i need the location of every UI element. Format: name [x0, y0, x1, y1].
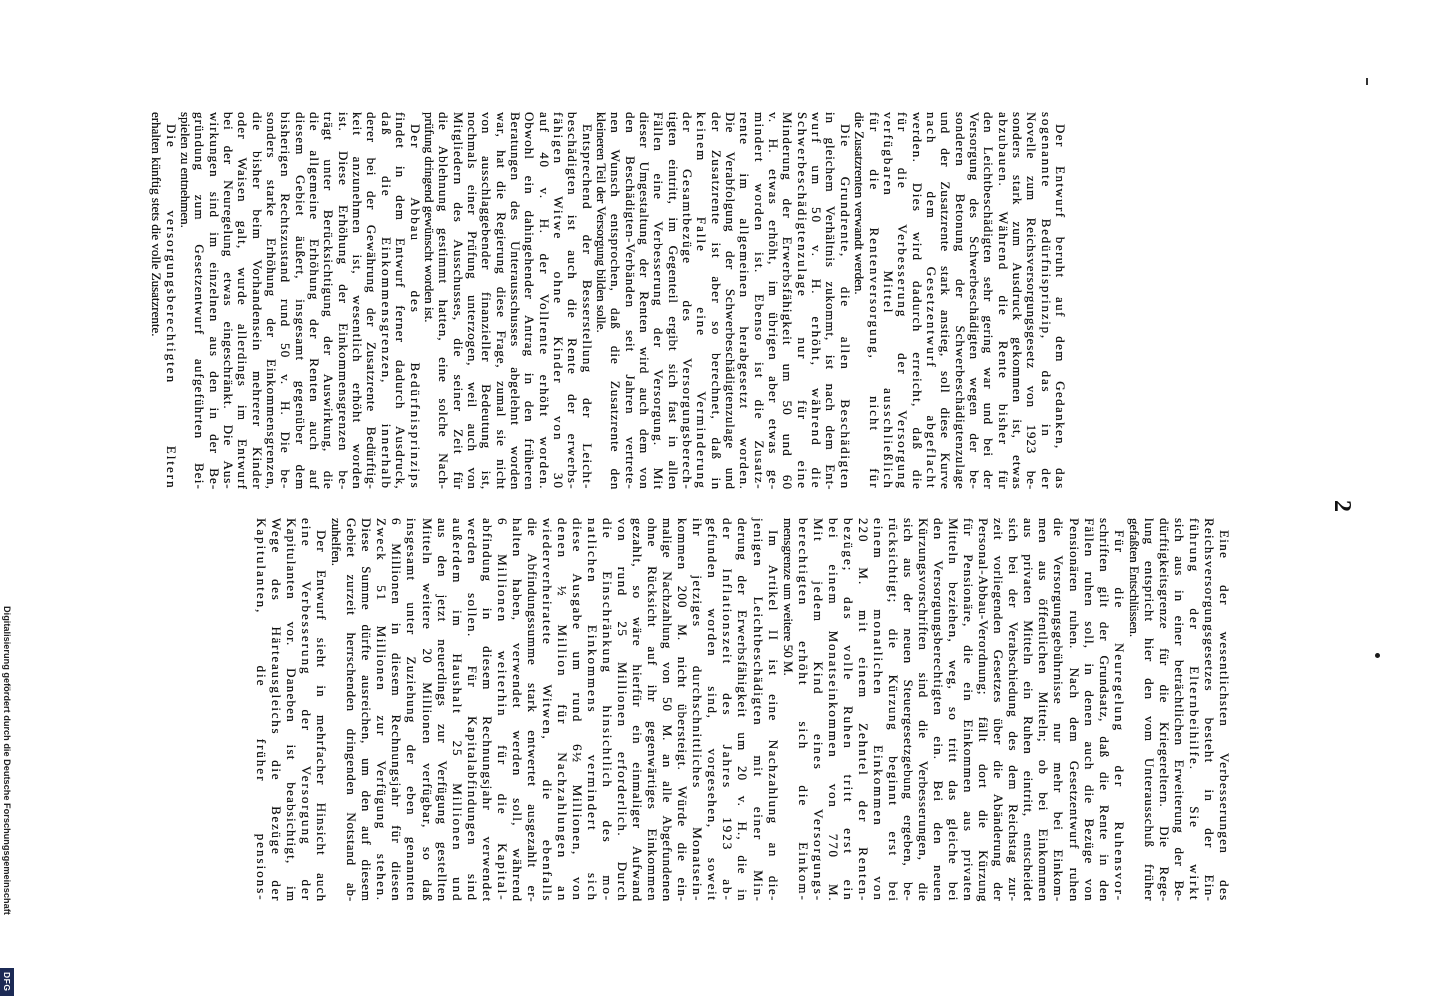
text-line: Wege des Härteausgleichs die Bezüge der	[269, 518, 285, 903]
text-line: Diese Summe dürfte ausreichen, um den auf diesem	[359, 518, 375, 902]
ink-mark	[1366, 78, 1368, 85]
text-line: die Versorgungsgebührnisse nur mehr bei Einkom-	[1051, 518, 1067, 903]
text-line: Kapitulanten, die früher pensions-	[254, 518, 269, 902]
text-line: Kürzungsvorschriften sind die Verbesserungen, die	[916, 518, 932, 902]
text-line: jenigen Leichtbeschädigten mit einer Min-	[750, 518, 766, 903]
paragraph	[178, 112, 422, 490]
text-line: nen Wunsch entsprochen, daß die Zusatzrente den	[608, 112, 624, 491]
text-line: gründung zum Gesetzentwurf aufgeführten Bei-	[192, 112, 208, 490]
text-line: war, hat die Regierung diese Frage, zumal sie nicht	[493, 112, 509, 490]
ink-dot	[1375, 653, 1380, 658]
text-line: derung der Erwerbsfähigkeit um 20 v. H., die in	[735, 518, 751, 902]
text-line: wiederverheiratete Witwen, die ebenfalls	[539, 518, 555, 903]
text-line: v. H. etwas erhöht, im übrigen aber etwas ge-	[766, 112, 782, 491]
text-line: lung entspricht hier den vom Unterausschuß früher	[1141, 518, 1157, 902]
text-line: und der Zusatzrente stark anstieg, soll diese Kurve	[938, 112, 954, 490]
text-line: Fällen ruhen soll, in denen auch die Bezüge von	[1081, 518, 1097, 902]
text-line: oder Waisen galt, wurde allerdings im Entwurf	[235, 112, 251, 491]
text-line: die bisher beim Vorhandensein mehrerer Kinder	[249, 112, 265, 490]
text-line: wurf um 50 v. H. erhöht, während die	[809, 112, 825, 490]
text-line: Der Entwurf beruht auf dem Gedanken, das	[1053, 124, 1068, 490]
text-line: dieser Umgestaltung der Renten wird auch dem von	[637, 112, 653, 490]
text-line: sonders starke Erhöhung der Einkommensgrenzen,	[264, 112, 280, 490]
text-line: beschädigten ist auch die Rente der erwerbs-	[565, 112, 581, 490]
text-line: werden. Dies wird dadurch erreicht, daß die	[909, 112, 925, 491]
text-line: nach dem Gesetzentwurf abgeflacht	[923, 112, 939, 490]
text-line: sonderen Betonung der Schwerbeschädigtenzulage	[952, 112, 968, 490]
text-line: Eine der wesentlichsten Verbesserungen des	[1217, 530, 1232, 902]
text-line: aus privaten Mitteln ein Ruhen eintritt, entscheidet	[1021, 518, 1037, 902]
text-line: natlichen Einkommens vermindert sich	[585, 518, 601, 902]
text-line: schriften gilt der Grundsatz, daß die Rente in den	[1096, 518, 1112, 903]
text-line: ihr jetziges durchschnittliches Monatsein-	[690, 518, 706, 903]
text-line: für Pensionäre, die ein Einkommen aus privaten	[961, 518, 977, 902]
text-line: zeit vorliegenden Gesetzes über die Abänderung der	[991, 518, 1007, 902]
text-line: den Leichtbeschädigten sehr gering war und bei der	[981, 112, 997, 490]
page-number: 2	[1329, 500, 1355, 512]
text-line: prüfung dringend gewünscht worden ist.	[421, 112, 437, 323]
text-line: Reichsversorgungsgesetzes besteht in der Ein-	[1201, 518, 1217, 903]
left-column	[149, 112, 1067, 490]
text-line: findet in dem Entwurf ferner dadurch Ausdruck,	[393, 112, 409, 490]
text-line: wirkungen sind im einzelnen aus den in der Be-	[206, 112, 222, 491]
text-line: men aus öffentlichen Mitteln; ob bei Einkommen	[1036, 518, 1052, 903]
text-line: Mitgliedern des Ausschusses, die seiner Zeit für	[450, 112, 466, 491]
text-line: bei einem Monatseinkommen von 770 M.	[825, 518, 841, 903]
text-line: Obwohl ein dahingehender Antrag in den früheren	[522, 112, 538, 491]
text-line: aus den jetzt neuerdings zur Verfügung gestellten	[434, 518, 450, 903]
paragraph	[149, 112, 178, 490]
text-line: Der Abbau des Bedürfnisprinzips	[407, 124, 423, 490]
text-line: bisherigen Rechtszustand rund 50 v. H. Die be-	[278, 112, 294, 490]
text-line: berechtigten erhöht sich die Einkom-	[795, 518, 811, 902]
text-line: 220 M. mit einem Zehntel der Renten-	[855, 518, 871, 903]
text-line: den Versorgungsberechtigten ein. Bei den neuen	[931, 518, 947, 902]
text-line: 6 Millionen weiterhin für die Kapital-	[494, 518, 510, 902]
text-line: außerdem im Haushalt 25 Millionen und	[449, 518, 465, 903]
text-line: sich aus der neuen Steuergesetzgebung ergeben, be-	[901, 518, 917, 902]
text-line: diese Ausgabe um rund 6½ Millionen, von	[569, 518, 585, 902]
text-line: 6 Millionen in diesem Rechnungsjahr für diesen	[389, 518, 405, 902]
text-line: fähigen Witwe ohne Kinder von 30	[550, 112, 566, 490]
text-line: dürftigkeitsgrenze für die Kriegereltern. Die Rege-	[1156, 518, 1172, 903]
paragraph	[422, 112, 594, 490]
text-line: keit anzunehmen ist, wesentlich erhöht worden	[350, 112, 366, 490]
text-line: tigten eintritt, im Gegenteil ergibt sich fast in allen	[665, 112, 681, 490]
text-line: Versorgung des Schwerbeschädigten wegen der be-	[966, 112, 982, 490]
text-line: bei der Neuregelung etwas eingeschränkt. Die Aus-	[221, 112, 237, 490]
text-line: von rund 25 Millionen erforderlich. Durch	[615, 518, 631, 903]
text-line: sonders stark zum Ausdruck gekommen ist, etwas	[1009, 112, 1025, 490]
text-line: Der Entwurf sieht in mehrfacher Hinsicht auch	[314, 530, 330, 903]
text-line: spielen zu entnehmen.	[178, 112, 194, 228]
dfg-logo: DFG	[0, 968, 14, 996]
text-line: Für die Neuregelung der Ruhensvor-	[1111, 530, 1127, 903]
text-line: insgesamt unter Zuziehung der eben genannten	[404, 518, 420, 902]
text-line: auf 40 v. H. der Vollrente erhöht worden.	[536, 112, 552, 491]
text-line: Personal-Abbau-Verordnung; fällt dort die Kürzung	[976, 518, 992, 903]
text-line: Im Artikel II ist eine Nachzahlung an die-	[765, 530, 781, 902]
text-line: der Zusatzrente ist aber so berechnet, daß in	[708, 112, 724, 491]
text-line: Die versorgungsberechtigten Eltern	[163, 124, 179, 490]
paragraph	[329, 518, 780, 902]
text-line: Die Verabfolgung der Schwerbeschädigtenzulage und	[723, 112, 739, 490]
text-line: Kapitulanten vor. Daneben ist beabsichtigt, im	[284, 518, 300, 903]
text-line: keinem Falle eine Verminderung	[694, 112, 710, 490]
text-line: Mitteln weitere 20 Millionen verfügbar, so daß	[419, 518, 435, 902]
text-line: gefunden worden sind, vorgesehen, soweit	[705, 518, 721, 902]
text-line: von ausschlaggebender finanzieller Bedeutung ist,	[479, 112, 495, 491]
text-line: Zweck 51 Millionen zur Verfügung stehen.	[374, 518, 390, 902]
text-line: Novelle zum Reichsversorgungsgesetz von 1923 be-	[1024, 112, 1040, 491]
text-line: rücksichtigt; die Kürzung beginnt erst bei	[885, 518, 901, 903]
text-line: Fällen eine Verbesserung der Versorgung. Mit	[651, 112, 667, 491]
text-line: sich bei der Verabschiedung des dem Reichstag zur-	[1006, 518, 1022, 902]
text-line: die Abfindungssumme stark entwertet ausgezahlt er-	[524, 518, 540, 903]
text-line: kommen 200 M. nicht übersteigt. Würde die ein-	[675, 518, 691, 903]
text-line: für die Verbesserung der Versorgung	[895, 112, 911, 490]
text-line: Minderung der Erwerbsfähigkeit um 50 und 60	[780, 112, 796, 491]
text-line: denen ½ Million für Nachzahlungen an	[554, 518, 570, 903]
text-line: die Ablehnung gestimmt hatten, eine solche Nach-	[436, 112, 452, 490]
text-line: sogenannte Bedürfnisprinzip, das in der	[1038, 112, 1054, 491]
text-line: gefaßten Entschlüssen.	[1126, 518, 1142, 638]
text-line: abfindung in diesem Rechnungsjahr verwendet	[479, 518, 495, 903]
text-line: halten haben, verwendet werden soll, während	[509, 518, 525, 903]
text-line: rente im allgemeinen herabgesetzt worden.	[737, 112, 753, 491]
paragraph	[781, 518, 1127, 902]
text-line: malige Nachzahlung von 50 M. an alle Abgefundenen	[660, 518, 676, 903]
text-line: diesem Gebiet äußert, insgesamt gegenüber dem	[292, 112, 308, 491]
text-line: trägt unter Berücksichtigung der Auswirkung, die	[321, 112, 337, 490]
text-line: der Gesamtbezüge des Versorgungsberech-	[680, 112, 696, 491]
text-line: daß die Einkommensgrenzen, innerhalb	[378, 112, 394, 490]
text-line: Pensionären ruhen. Nach dem Gesetzentwurf ruhen	[1066, 518, 1082, 903]
text-line: den Beschädigten-Verbänden seit Jahren vertrete-	[622, 112, 638, 490]
text-line: nochmals einer Prüfung unterzogen, weil auch von	[464, 112, 480, 490]
text-line: mindert worden ist. Ebenso ist die Zusatz-	[751, 112, 767, 491]
text-line: der Inflationszeit des Jahres 1923 ab-	[720, 518, 736, 902]
paragraph	[254, 518, 329, 902]
text-line: Die Grundrente, die allen Beschädigten	[837, 124, 853, 490]
text-line: für die Rentenversorgung, nicht für	[866, 112, 882, 490]
text-line: die allgemeine Erhöhung der Renten auch auf	[307, 112, 323, 491]
text-line: die Einschränkung hinsichtlich des mo-	[600, 518, 616, 902]
text-line: verfügbaren Mittel ausschließlich	[880, 112, 896, 490]
text-line: eine Verbesserung der Versorgung der	[299, 518, 315, 903]
text-line: ohne Rücksicht auf ihr gegenwärtiges Einkommen	[645, 518, 661, 902]
text-line: derer bei der Gewährung der Zusatzrente Bedürftig-	[364, 112, 380, 490]
text-line: die Zusatzrenten verwandt werden.	[852, 112, 868, 295]
text-line: Gebiet zurzeit herrschenden dringenden Notstand ab-	[344, 518, 360, 902]
text-line: bezüge; das volle Ruhen tritt erst ein	[840, 518, 856, 902]
text-line: sich aus in einer beträchtlichen Erweiterung der Be-	[1171, 518, 1187, 902]
text-line: in gleichem Verhältnis zukommt, ist nach dem Ent-	[823, 112, 839, 491]
text-line: mensgrenze um weitere 50 M.	[780, 518, 796, 676]
text-line: Schwerbeschädigtenzulage nur für eine	[794, 112, 810, 490]
text-line: Entsprechend der Besserstellung der Leicht-	[579, 124, 595, 490]
text-line: zuhelfen.	[329, 518, 345, 567]
right-column	[254, 518, 1232, 902]
text-line: werden sollen. Für Kapitalabfindungen sind	[464, 518, 480, 902]
text-line: erhalten künftig stets die volle Zusatzrente.	[149, 112, 165, 337]
paragraph	[852, 112, 1067, 490]
text-line: einem monatlichen Einkommen von	[870, 518, 886, 902]
text-line: Mitteln beziehen, weg, so tritt das gleiche bei	[946, 518, 962, 902]
text-line: gezahlt, so wäre hierfür ein einmaliger Aufwand	[630, 518, 646, 903]
text-line: kleineren Teil der Versorgung bilden solle.	[594, 112, 609, 333]
text-line: ist. Diese Erhöhung der Einkommensgrenzen be-	[335, 112, 351, 491]
text-line: Beratungen des Unterausschusses abgelehnt worden	[507, 112, 523, 491]
paragraph	[594, 112, 852, 490]
text-line: führung der Elternbeihilfe. Sie wirkt	[1186, 518, 1202, 902]
text-line: Mit jedem Kind eines Versorgungs-	[810, 518, 826, 903]
paragraph	[1127, 518, 1232, 902]
digitization-stamp: Digitalisierung gefördert durch die Deutsche Forschungsgemeinschaft	[2, 606, 12, 915]
text-line: abzubauen. Während die Rente bisher für	[995, 112, 1011, 491]
